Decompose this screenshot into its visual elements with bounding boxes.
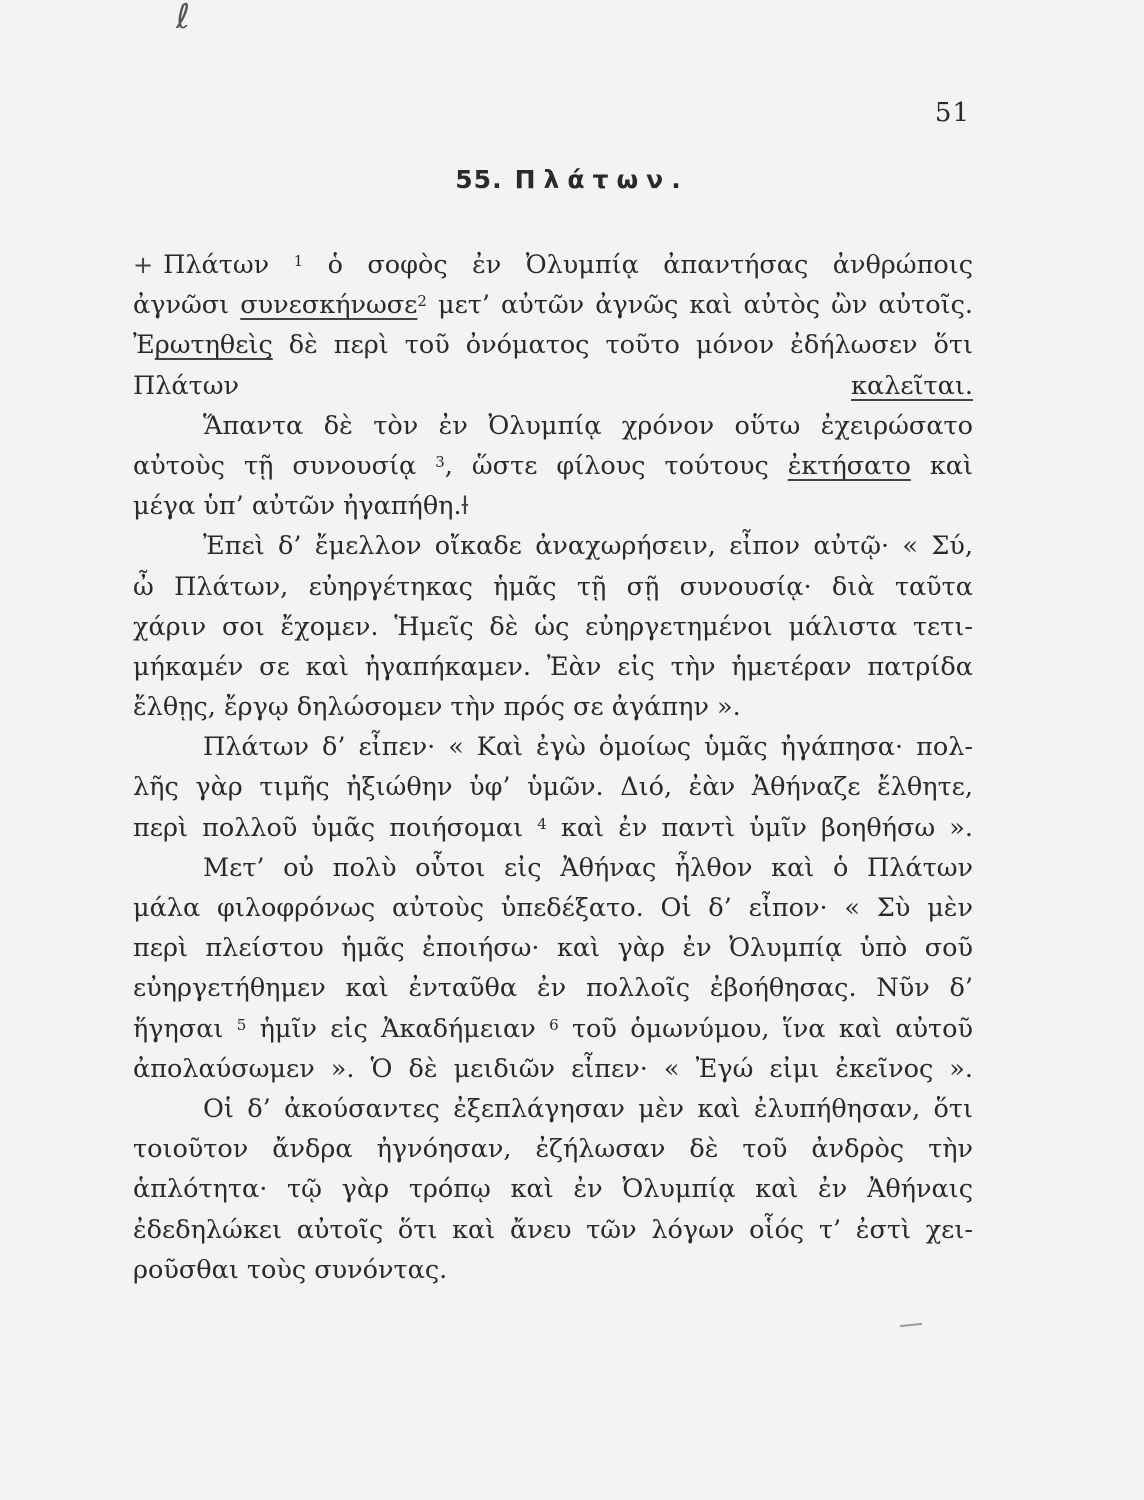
text-segment: Πλάτων δ’ εἶπεν· « Καὶ ἐγὼ ὁμοίως ὑμᾶς ἠγάπησα· πολ- [203, 732, 973, 763]
footnote-marker: 2 [417, 292, 427, 311]
ink-speck [900, 1323, 922, 1327]
text-line [133, 366, 973, 406]
section-number: 55. [455, 165, 503, 194]
text-line [133, 808, 973, 848]
text-segment: ἔλθῃς, ἔργῳ δηλώσομεν τὴν πρός σε ἀγάπην ». [133, 692, 741, 723]
text-segment: ἀπολαύσωμεν ». Ὁ δὲ μειδιῶν εἶπεν· « Ἐγώ εἰμι ἐκεῖνος ». [133, 1053, 973, 1084]
footnote-marker: 6 [549, 1015, 559, 1034]
page-number: 51 [934, 98, 970, 128]
text-segment: εὐηργετήθημεν καὶ ἐνταῦθα ἐν πολλοῖς ἐβοήθησας. Νῦν δ’ [133, 973, 973, 1004]
text-line [133, 406, 973, 446]
text-segment: ἐδεδηλώκει αὐτοῖς ὅτι καὶ ἄνευ τῶν λόγων οἷός τ’ ἐστὶ χει- [133, 1214, 973, 1245]
text-line [133, 1009, 973, 1049]
text-segment: Μετ’ οὐ πολὺ οὗτοι εἰς Ἀθήνας ἦλθον καὶ ὁ Πλάτων [203, 852, 973, 883]
text-line [133, 1129, 973, 1169]
text-line [133, 607, 973, 647]
underlined-word: συνεσκήνωσε [240, 290, 418, 321]
text-segment: δὲ περὶ τοῦ ὀνόματος τοῦτο μόνον ἐδήλωσεν ὅτι [272, 330, 973, 361]
text-line [133, 1210, 973, 1250]
text-segment: μήκαμέν σε καὶ ἠγαπήκαμεν. Ἐὰν εἰς τὴν ἡμετέραν πατρίδα [133, 651, 973, 682]
text-segment: , ὥστε φίλους τούτους [444, 450, 788, 481]
text-segment: Ἐπεὶ δ’ ἔμελλον οἴκαδε ἀναχωρήσειν, εἶπον αὐτῷ· « Σύ, [203, 531, 973, 562]
text-line [133, 727, 973, 767]
text-segment: ἁπλότητα· τῷ γὰρ τρόπῳ καὶ ἐν Ὀλυμπίᾳ καὶ ἐν Ἀθήναις [133, 1174, 973, 1205]
text-segment: Πλάτων [133, 370, 852, 401]
text-line [133, 486, 973, 526]
text-line [133, 1089, 973, 1129]
text-segment: μέγα ὑπ’ αὐτῶν ἠγαπήθη. [133, 491, 462, 522]
text-line [133, 567, 973, 607]
text-line [133, 767, 973, 807]
text-line [133, 1169, 973, 1209]
text-segment: Πλάτων [163, 250, 294, 280]
text-line [133, 888, 973, 928]
text-line [133, 928, 973, 968]
pen-mark-corner: ℓ [176, 0, 191, 37]
pen-mark-end: ƚ [461, 492, 469, 521]
text-line [133, 325, 973, 365]
text-segment: χάριν σοι ἔχομεν. Ἡμεῖς δὲ ὡς εὐηργετημένοι μάλιστα τετι- [133, 611, 973, 642]
text-segment: ὁ σοφὸς ἐν Ὀλυμπίᾳ ἀπαντήσας ἀνθρώποις [303, 250, 973, 280]
text-segment: μετ’ αὐτῶν ἀγνῶς καὶ αὐτὸς ὢν αὐτοῖς. [426, 290, 973, 321]
text-segment: ἡμῖν εἰς Ἀκαδήμειαν [246, 1013, 550, 1044]
text-line [133, 285, 973, 325]
text-segment: ὦ Πλάτων, εὐηργέτηκας ἡμᾶς τῇ σῇ συνουσίᾳ· διὰ ταῦτα [133, 571, 973, 602]
text-segment: Οἱ δ’ ἀκούσαντες ἐξεπλάγησαν μὲν καὶ ἐλυπήθησαν, ὅτι [203, 1093, 973, 1124]
pen-mark-cross: + [133, 251, 154, 279]
text-line [133, 848, 973, 888]
text-segment: μάλα φιλοφρόνως αὐτοὺς ὑπεδέξατο. Οἱ δ’ εἶπον· « Σὺ μὲν [133, 893, 973, 923]
section-title: Πλάτων. [514, 165, 689, 194]
body-text [133, 245, 973, 1290]
text-line [133, 968, 973, 1008]
text-segment: ἥγησαι [133, 1013, 237, 1044]
text-segment: αὐτοὺς τῇ συνουσίᾳ [133, 450, 436, 481]
text-line [133, 647, 973, 687]
text-segment: Ἐ [133, 330, 155, 361]
underlined-word: ἐκτήσατο [787, 450, 911, 481]
footnote-marker: 5 [236, 1015, 247, 1034]
text-line [133, 1049, 973, 1089]
text-segment: Ἅπαντα δὲ τὸν ἐν Ὀλυμπίᾳ χρόνον οὕτω ἐχειρώσατο [203, 410, 973, 441]
footnote-marker: 4 [537, 814, 547, 833]
section-heading [0, 165, 1144, 194]
text-segment: ἀγνῶσι [133, 290, 241, 321]
text-segment: τοῦ ὁμωνύμου, ἵνα καὶ αὐτοῦ [558, 1013, 973, 1044]
footnote-marker: 1 [293, 252, 304, 270]
footnote-marker: 3 [435, 452, 445, 471]
text-line [133, 446, 973, 486]
text-segment: λῆς γὰρ τιμῆς ἠξιώθην ὑφ’ ὑμῶν. Διό, ἐὰν Ἀθήναζε ἔλθητε, [133, 772, 973, 803]
text-segment: τοιοῦτον ἄνδρα ἠγνόησαν, ἐζήλωσαν δὲ τοῦ ἀνδρὸς τὴν [133, 1134, 973, 1165]
underlined-word: ρωτηθεὶς [154, 330, 273, 361]
text-segment: περὶ πολλοῦ ὑμᾶς ποιήσομαι [133, 812, 538, 843]
text-segment: καὶ ἐν παντὶ ὑμῖν βοηθήσω ». [546, 812, 973, 843]
text-line [133, 526, 973, 566]
text-line [133, 245, 973, 285]
text-line [133, 687, 973, 727]
underlined-word: καλεῖται. [851, 370, 973, 401]
text-segment: καὶ [910, 450, 973, 481]
text-line [133, 1250, 973, 1290]
text-segment: περὶ πλείστου ἡμᾶς ἐποιήσω· καὶ γὰρ ἐν Ὀλυμπίᾳ ὑπὸ σοῦ [133, 933, 973, 964]
text-segment: ροῦσθαι τοὺς συνόντας. [133, 1254, 448, 1285]
